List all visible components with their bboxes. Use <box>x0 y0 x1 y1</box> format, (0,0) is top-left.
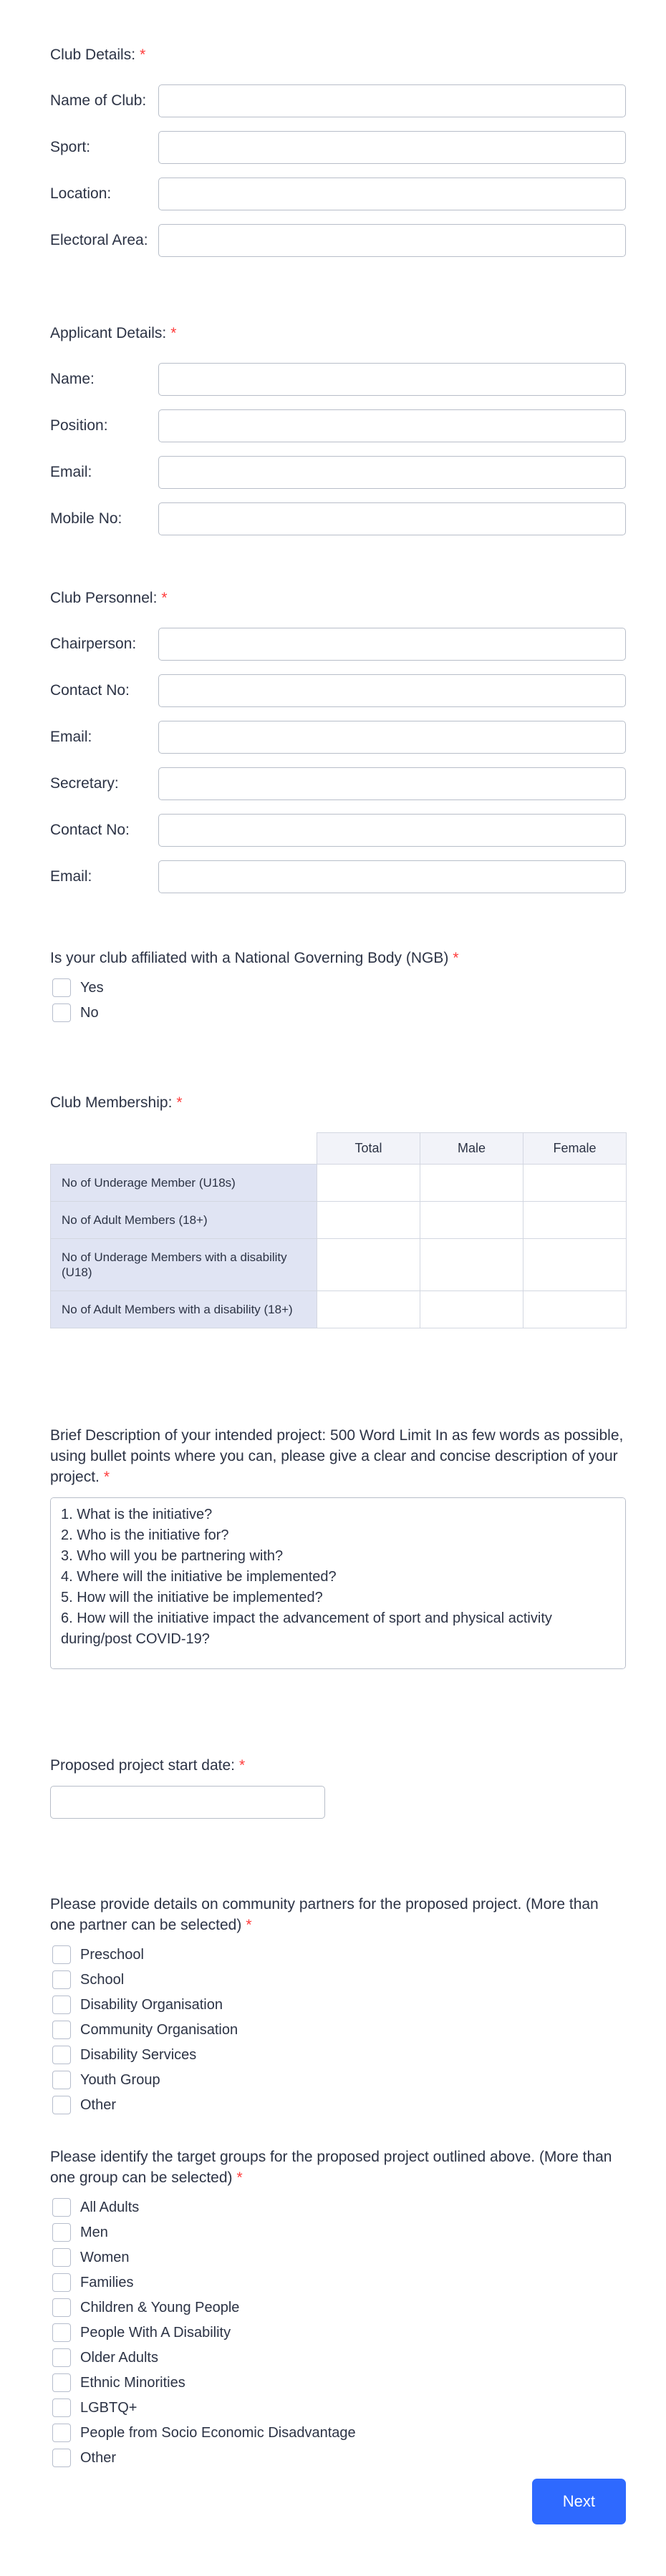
field-row <box>50 628 626 661</box>
section-title-text: Club Personnel: <box>50 590 158 606</box>
field-label: Position: <box>50 417 108 434</box>
field-label: Chairperson: <box>50 636 137 652</box>
required-asterisk: * <box>161 590 168 606</box>
checkbox-option[interactable] <box>50 1945 626 1964</box>
matrix-cell[interactable] <box>317 1202 420 1239</box>
checkbox[interactable] <box>52 2323 71 2342</box>
section-start-date <box>50 1755 626 1819</box>
matrix-cell-input[interactable] <box>420 1248 523 1281</box>
checkbox[interactable] <box>52 2248 71 2267</box>
checkbox-option[interactable] <box>50 978 626 997</box>
checkbox-option[interactable] <box>50 2223 626 2242</box>
description-question <box>50 1425 626 1487</box>
checkbox[interactable] <box>52 2298 71 2317</box>
partners-question <box>50 1894 626 1935</box>
field-row <box>50 456 626 489</box>
matrix-row-label: No of Underage Member (U18s) <box>51 1165 317 1202</box>
required-asterisk: * <box>140 47 146 63</box>
checkbox-option[interactable] <box>50 2373 626 2392</box>
field-row <box>50 409 626 442</box>
section-community-partners <box>50 1894 626 2114</box>
required-asterisk: * <box>103 1469 110 1485</box>
checkbox[interactable] <box>52 2198 71 2217</box>
matrix-cell[interactable] <box>317 1165 420 1202</box>
section-club-personnel <box>50 588 626 893</box>
matrix-col-header: Female <box>523 1133 627 1165</box>
checkbox-label: Older Adults <box>80 2350 158 2366</box>
section-title-club-membership <box>50 1092 626 1113</box>
matrix-cell[interactable] <box>420 1239 523 1291</box>
matrix-cell[interactable] <box>523 1239 627 1291</box>
checkbox-label: Children & Young People <box>80 2300 240 2315</box>
checkbox-option[interactable] <box>50 2021 626 2039</box>
checkbox-label: Other <box>80 2450 117 2466</box>
matrix-row-label: No of Underage Members with a disability (U18) <box>51 1239 317 1291</box>
matrix-cell[interactable] <box>523 1291 627 1328</box>
text-input[interactable] <box>158 456 626 489</box>
checkbox-label: School <box>80 1972 125 1988</box>
section-title-text: Applicant Details: <box>50 325 167 341</box>
checkbox[interactable] <box>52 2373 71 2392</box>
text-input[interactable] <box>158 767 626 800</box>
project-description-textarea[interactable] <box>50 1497 626 1669</box>
ngb-question <box>50 948 626 968</box>
field-label: Electoral Area: <box>50 232 148 248</box>
text-input[interactable] <box>158 721 626 754</box>
checkbox-label: LGBTQ+ <box>80 2400 137 2416</box>
required-asterisk: * <box>170 325 177 341</box>
field-row <box>50 131 626 164</box>
checkbox-option[interactable] <box>50 2398 626 2417</box>
field-row <box>50 178 626 210</box>
required-asterisk: * <box>238 1757 246 1774</box>
checkbox-option[interactable] <box>50 1003 626 1022</box>
matrix-row <box>51 1165 627 1202</box>
section-club-membership <box>50 1092 626 1328</box>
question-text: Proposed project start date: <box>50 1757 235 1774</box>
target-groups-question <box>50 2147 626 2188</box>
matrix-cell-input[interactable] <box>523 1248 626 1281</box>
checkbox[interactable] <box>52 2424 71 2442</box>
start-date-question <box>50 1755 626 1776</box>
section-target-groups <box>50 2147 626 2467</box>
matrix-row <box>51 1202 627 1239</box>
checkbox-label: Disability Services <box>80 2047 197 2063</box>
text-input[interactable] <box>158 502 626 535</box>
membership-table <box>50 1132 627 1328</box>
checkbox-label: Other <box>80 2097 117 2113</box>
field-row <box>50 502 626 535</box>
checkbox-option[interactable] <box>50 2348 626 2367</box>
matrix-cell-input[interactable] <box>317 1293 420 1326</box>
matrix-cell[interactable] <box>420 1202 523 1239</box>
checkbox-option[interactable] <box>50 2273 626 2292</box>
section-applicant-details <box>50 323 626 535</box>
checkbox-option[interactable] <box>50 2046 626 2064</box>
checkbox[interactable] <box>52 2223 71 2242</box>
matrix-row-label: No of Adult Members with a disability (18+) <box>51 1291 317 1328</box>
checkbox-label: Ethnic Minorities <box>80 2375 185 2391</box>
matrix-cell-input[interactable] <box>523 1167 626 1200</box>
text-input[interactable] <box>158 814 626 847</box>
checkbox-option[interactable] <box>50 2071 626 2089</box>
required-asterisk: * <box>453 950 459 966</box>
required-asterisk: * <box>246 1917 252 1933</box>
field-label: Email: <box>50 464 92 480</box>
checkbox[interactable] <box>52 2398 71 2417</box>
matrix-cell-input[interactable] <box>420 1167 523 1200</box>
text-input[interactable] <box>158 860 626 893</box>
required-asterisk: * <box>236 2169 243 2186</box>
text-input[interactable] <box>158 84 626 117</box>
text-input[interactable] <box>158 131 626 164</box>
checkbox-label: No <box>80 1005 99 1021</box>
matrix-col-header: Male <box>420 1133 523 1165</box>
checkbox[interactable] <box>52 2046 71 2064</box>
checkbox-option[interactable] <box>50 2248 626 2267</box>
matrix-cell[interactable] <box>420 1291 523 1328</box>
text-input[interactable] <box>158 363 626 396</box>
matrix-header-row <box>51 1133 627 1165</box>
matrix-cell[interactable] <box>523 1202 627 1239</box>
field-row <box>50 84 626 117</box>
text-input[interactable] <box>158 409 626 442</box>
field-row <box>50 767 626 800</box>
matrix-cell-input[interactable] <box>420 1293 523 1326</box>
field-row <box>50 674 626 707</box>
matrix-cell-input[interactable] <box>317 1204 420 1237</box>
checkbox[interactable] <box>52 2273 71 2292</box>
checkbox[interactable] <box>52 2021 71 2039</box>
section-club-details <box>50 44 626 257</box>
matrix-cell-input[interactable] <box>523 1204 626 1237</box>
checkbox-label: Youth Group <box>80 2072 160 2088</box>
section-project-description <box>50 1425 626 1673</box>
start-date-input[interactable] <box>50 1786 325 1819</box>
checkbox-label: Community Organisation <box>80 2022 238 2038</box>
checkbox-option[interactable] <box>50 2298 626 2317</box>
field-label: Location: <box>50 185 112 202</box>
section-title-club-details <box>50 44 626 65</box>
field-label: Name of Club: <box>50 92 147 109</box>
checkbox-label: People from Socio Economic Disadvantage <box>80 2425 356 2441</box>
matrix-cell-input[interactable] <box>420 1204 523 1237</box>
matrix-row <box>51 1239 627 1291</box>
matrix-row-label: No of Adult Members (18+) <box>51 1202 317 1239</box>
checkbox[interactable] <box>52 2449 71 2467</box>
checkbox-label: All Adults <box>80 2200 140 2215</box>
field-label: Contact No: <box>50 682 130 699</box>
matrix-cell[interactable] <box>523 1165 627 1202</box>
checkbox[interactable] <box>52 2348 71 2367</box>
section-ngb-affiliation <box>50 948 626 1022</box>
checkbox-label: Families <box>80 2275 134 2290</box>
checkbox-option[interactable] <box>50 1970 626 1989</box>
checkbox-option[interactable] <box>50 2323 626 2342</box>
field-row <box>50 721 626 754</box>
checkbox-option[interactable] <box>50 2198 626 2217</box>
checkbox[interactable] <box>52 1970 71 1989</box>
checkbox-label: Disability Organisation <box>80 1997 223 2013</box>
checkbox-option[interactable] <box>50 2449 626 2467</box>
checkbox[interactable] <box>52 1003 71 1022</box>
checkbox-label: Women <box>80 2250 130 2265</box>
required-asterisk: * <box>176 1094 183 1111</box>
checkbox[interactable] <box>52 2071 71 2089</box>
field-label: Email: <box>50 729 92 745</box>
navigation-row <box>50 2479 626 2524</box>
checkbox-option[interactable] <box>50 1996 626 2014</box>
matrix-cell-input[interactable] <box>317 1248 420 1281</box>
text-input[interactable] <box>158 224 626 257</box>
section-title-text: Club Membership: <box>50 1094 173 1111</box>
question-text: Please provide details on community partners for the proposed project. (More than one partner can be selected) <box>50 1896 599 1933</box>
checkbox[interactable] <box>52 1945 71 1964</box>
checkbox-label: Men <box>80 2225 108 2240</box>
checkbox[interactable] <box>52 1996 71 2014</box>
matrix-cell[interactable] <box>317 1291 420 1328</box>
checkbox[interactable] <box>52 978 71 997</box>
matrix-cell-input[interactable] <box>317 1167 420 1200</box>
field-label: Mobile No: <box>50 510 122 527</box>
text-input[interactable] <box>158 674 626 707</box>
field-row <box>50 224 626 257</box>
checkbox[interactable] <box>52 2096 71 2114</box>
question-text: Is your club affiliated with a National Governing Body (NGB) <box>50 950 449 966</box>
field-label: Name: <box>50 371 95 387</box>
field-row <box>50 814 626 847</box>
checkbox-label: People With A Disability <box>80 2325 231 2341</box>
checkbox-label: Yes <box>80 980 104 996</box>
text-input[interactable] <box>158 628 626 661</box>
matrix-corner-cell <box>51 1133 317 1165</box>
text-input[interactable] <box>158 178 626 210</box>
matrix-cell-input[interactable] <box>523 1293 626 1326</box>
matrix-cell[interactable] <box>420 1165 523 1202</box>
field-label: Contact No: <box>50 822 130 838</box>
next-button[interactable]: Next <box>532 2479 626 2524</box>
field-row <box>50 363 626 396</box>
matrix-col-header: Total <box>317 1133 420 1165</box>
field-row <box>50 860 626 893</box>
field-label: Sport: <box>50 139 91 155</box>
section-title-club-personnel <box>50 588 626 608</box>
matrix-cell[interactable] <box>317 1239 420 1291</box>
checkbox-option[interactable] <box>50 2424 626 2442</box>
question-text: Brief Description of your intended project: 500 Word Limit In as few words as possible, using bullet points where you can, please give a clear and concise description of your project. <box>50 1427 624 1485</box>
section-title-applicant-details <box>50 323 626 344</box>
question-text: Please identify the target groups for the proposed project outlined above. (More than one group can be selected) <box>50 2149 612 2186</box>
field-label: Email: <box>50 868 92 885</box>
field-label: Secretary: <box>50 775 119 792</box>
checkbox-label: Preschool <box>80 1947 144 1963</box>
matrix-row <box>51 1291 627 1328</box>
section-title-text: Club Details: <box>50 47 136 63</box>
checkbox-option[interactable] <box>50 2096 626 2114</box>
